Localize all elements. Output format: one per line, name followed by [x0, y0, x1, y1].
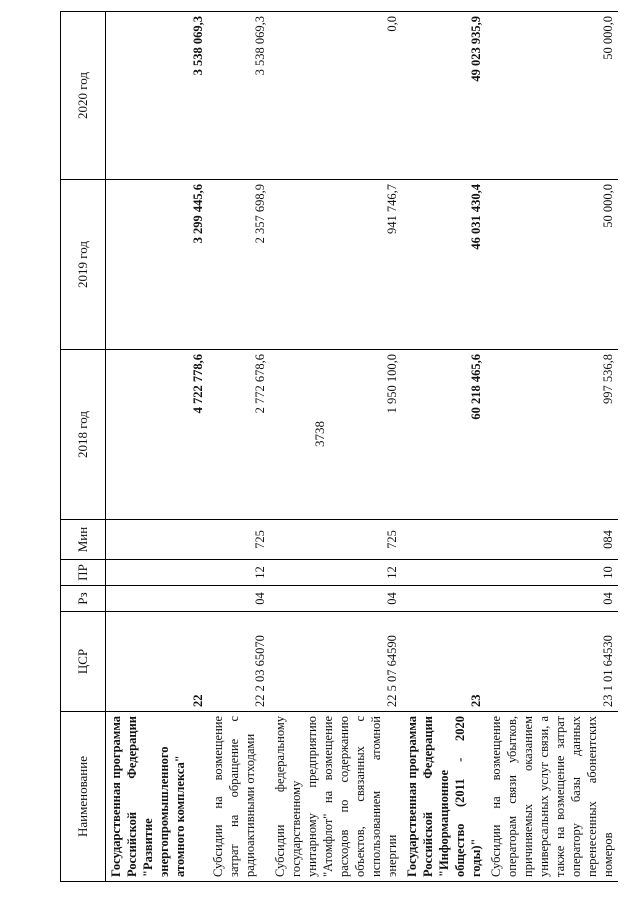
row-min: 725 [208, 520, 270, 560]
table-row [208, 12, 270, 882]
row-rz: 04 [486, 586, 618, 612]
row-2020: 50 000,0 [486, 12, 618, 180]
header-2020: 2020 год [61, 12, 106, 180]
row-min [106, 520, 208, 560]
header-csr: ЦСР [61, 612, 106, 712]
row-min: 084 [486, 520, 618, 560]
row-2018: 2 772 678,6 [208, 350, 270, 520]
row-pr: 12 [208, 560, 270, 586]
header-pr: ПР [61, 560, 106, 586]
row-csr: 22 [106, 612, 208, 712]
row-2019: 46 031 430,4 [402, 180, 486, 350]
row-rz [106, 586, 208, 612]
table-row [106, 12, 208, 882]
header-min: Мин [61, 520, 106, 560]
row-name: Субсидии на возмещение операторам связи убытков, причиняемых оказанием универсальных услуг связи, а также на возмещение затрат оператору базы данных перенесенных абонентских номеров [486, 712, 618, 882]
table-row [486, 12, 618, 882]
row-csr: 22 5 07 64590 [270, 612, 402, 712]
row-min: 725 [270, 520, 402, 560]
row-2019: 3 299 445,6 [106, 180, 208, 350]
row-2019: 50 000,0 [486, 180, 618, 350]
row-csr: 23 [402, 612, 486, 712]
row-pr [106, 560, 208, 586]
row-min [402, 520, 486, 560]
budget-table [60, 11, 618, 882]
row-name: Государственная программа Российской Федерации "Развитие энергопромышленного атомного комплекса" [106, 712, 208, 882]
row-2019: 2 357 698,9 [208, 180, 270, 350]
row-name: Субсидии федеральному государственному унитарному предприятию "Атомфлот" на возмещение расходов по содержанию объектов, связанных с использованием атомной энергии [270, 712, 402, 882]
header-2018: 2018 год [61, 350, 106, 520]
row-2018: 60 218 465,6 [402, 350, 486, 520]
row-2018: 1 950 100,0 [270, 350, 402, 520]
header-name: Наименование [61, 712, 106, 882]
row-name: Субсидии на возмещение затрат на обращение с радиоактивными отходами [208, 712, 270, 882]
header-2019: 2019 год [61, 180, 106, 350]
row-pr: 12 [270, 560, 402, 586]
page-number: 3738 [312, 421, 327, 447]
row-rz: 04 [208, 586, 270, 612]
row-rz: 04 [270, 586, 402, 612]
rotated-table-container [60, 12, 615, 882]
row-name: Государственная программа Российской Федерации "Информационное общество (2011 - 2020 годы)" [402, 712, 486, 882]
table-row [270, 12, 402, 882]
table-row [402, 12, 486, 882]
row-2020: 3 538 069,3 [208, 12, 270, 180]
row-2019: 941 746,7 [270, 180, 402, 350]
row-2020: 3 538 069,3 [106, 12, 208, 180]
row-2020: 0,0 [270, 12, 402, 180]
row-csr: 22 2 03 65070 [208, 612, 270, 712]
row-2018: 4 722 778,6 [106, 350, 208, 520]
row-rz [402, 586, 486, 612]
row-2020: 49 023 935,9 [402, 12, 486, 180]
header-row [61, 12, 106, 882]
row-2018: 997 536,8 [486, 350, 618, 520]
row-pr [402, 560, 486, 586]
header-rz: Рз [61, 586, 106, 612]
row-pr: 10 [486, 560, 618, 586]
row-csr: 23 1 01 64530 [486, 612, 618, 712]
